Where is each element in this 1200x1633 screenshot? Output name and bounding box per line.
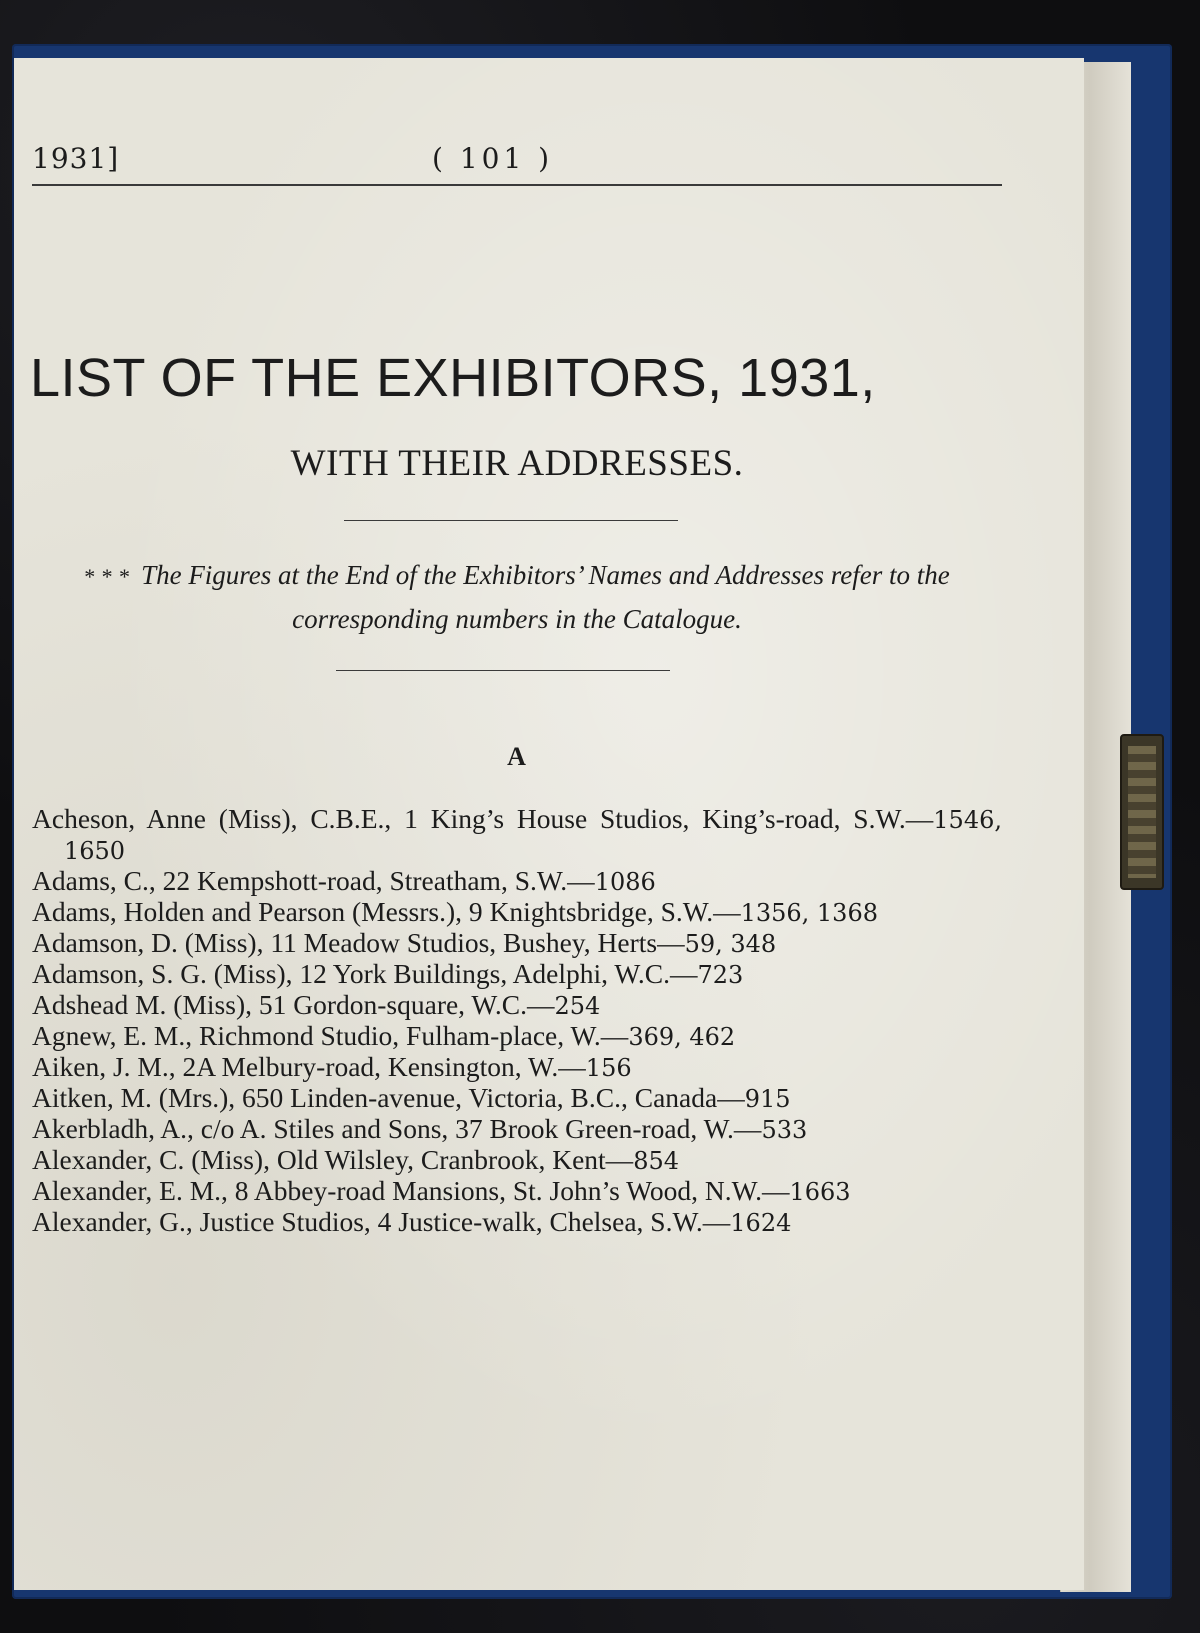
page-subtitle: WITH THEIR ADDRESSES. — [290, 443, 744, 484]
entry-numbers: 59, 348 — [684, 930, 777, 958]
entry-text: Alexander, G., Justice Studios, 4 Justice-walk, Chelsea, S.W.— — [32, 1206, 731, 1237]
list-item — [32, 1145, 1002, 1176]
list-item — [32, 1114, 1002, 1145]
entry-text: Adamson, D. (Miss), 11 Meadow Studios, Bushey, Herts— — [32, 927, 685, 958]
entry-numbers: 156 — [585, 1054, 632, 1082]
entry-numbers: 533 — [761, 1116, 808, 1144]
page-number: ( 101 ) — [432, 142, 554, 175]
list-item — [32, 1176, 1002, 1207]
section-letter: A — [507, 742, 527, 771]
list-item — [32, 1052, 1002, 1083]
list-item — [32, 804, 1002, 866]
divider-rule — [336, 670, 670, 671]
entry-numbers: 369, 462 — [628, 1023, 736, 1051]
catalogue-note — [32, 554, 1002, 640]
list-item — [32, 897, 1002, 928]
asterism: * * * — [84, 564, 132, 589]
list-item — [32, 1021, 1002, 1052]
entry-text: Adshead M. (Miss), 51 Gordon-square, W.C.— — [32, 989, 555, 1020]
entry-numbers: 915 — [744, 1085, 791, 1113]
thumb-index-tab — [1120, 734, 1164, 890]
tab-texture — [1128, 746, 1156, 878]
exhibitor-list — [32, 804, 1002, 1238]
list-item — [32, 959, 1002, 990]
page-title: LIST OF THE EXHIBITORS, 1931, — [30, 348, 876, 408]
list-item — [32, 990, 1002, 1021]
entry-numbers: 1546, 1650 — [64, 806, 1002, 865]
entry-text: Akerbladh, A., c/o A. Stiles and Sons, 37 Brook Green-road, W.— — [32, 1113, 762, 1144]
entry-text: Adams, C., 22 Kempshott-road, Streatham, S.W.— — [32, 865, 595, 896]
list-item — [32, 1207, 1002, 1238]
entry-text: Agnew, E. M., Richmond Studio, Fulham-place, W.— — [32, 1020, 629, 1051]
entry-text: Acheson, Anne (Miss), C.B.E., 1 King’s House Studios, King’s-road, S.W.— — [32, 803, 934, 834]
book-page — [14, 58, 1084, 1590]
entry-text: Aiken, J. M., 2A Melbury-road, Kensington, W.— — [32, 1051, 586, 1082]
divider-rule — [344, 520, 678, 521]
entry-numbers: 1624 — [730, 1209, 792, 1237]
running-head-year: 1931] — [32, 142, 120, 175]
list-item — [32, 866, 1002, 897]
entry-numbers: 254 — [554, 992, 601, 1020]
entry-numbers: 854 — [633, 1147, 679, 1175]
list-item — [32, 1083, 1002, 1114]
entry-text: Aitken, M. (Mrs.), 650 Linden-avenue, Victoria, B.C., Canada— — [32, 1082, 745, 1113]
entry-text: Alexander, C. (Miss), Old Wilsley, Cranbrook, Kent— — [32, 1144, 634, 1175]
running-head — [32, 142, 1002, 182]
header-rule — [32, 184, 1002, 186]
entry-numbers: 1663 — [789, 1178, 851, 1206]
entry-text: Alexander, E. M., 8 Abbey-road Mansions, St. John’s Wood, N.W.— — [32, 1175, 790, 1206]
list-item — [32, 928, 1002, 959]
entry-text: Adamson, S. G. (Miss), 12 York Buildings, Adelphi, W.C.— — [32, 958, 698, 989]
entry-text: Adams, Holden and Pearson (Messrs.), 9 Knightsbridge, S.W.— — [32, 896, 741, 927]
entry-numbers: 1356, 1368 — [740, 899, 878, 927]
note-text: The Figures at the End of the Exhibitors’ Names and Addresses refer to the corresponding numbers in the Catalogue. — [141, 560, 950, 634]
entry-numbers: 723 — [697, 961, 744, 989]
entry-numbers: 1086 — [594, 868, 656, 896]
